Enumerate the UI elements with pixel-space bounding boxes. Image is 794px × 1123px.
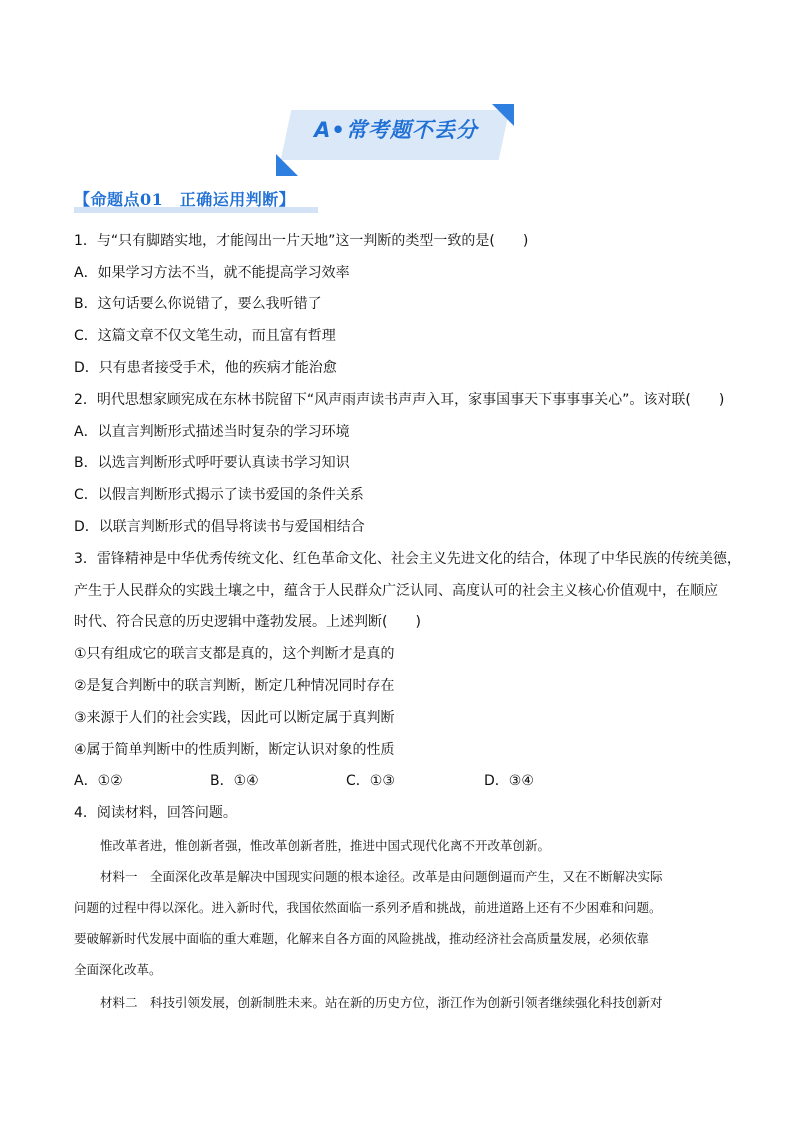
- question-2-stem: 2．明代思想家顾宪成在东林书院留下“风声雨声读书声声入耳，家事国事天下事事事关心”。该对联( ): [74, 392, 725, 408]
- question-3-statement-1: ①只有组成它的联言支都是真的，这个判断才是真的: [74, 646, 395, 662]
- question-1-option-a: A．如果学习方法不当，就不能提高学习效率: [74, 265, 350, 281]
- question-1-stem: 1．与“只有脚踏实地，才能闯出一片天地”这一判断的类型一致的是( ): [74, 233, 529, 249]
- question-3-stem-line-2: 产生于人民群众的实践土壤之中，蕴含于人民群众广泛认同、高度认可的社会主义核心价值观中，在顺应: [74, 583, 718, 599]
- material-intro: 惟改革者进，惟创新者强，惟改革创新者胜，推进中国式现代化离不开改革创新。: [100, 838, 551, 853]
- banner-title: A•常考题不丢分: [314, 118, 478, 142]
- question-3-stem-line-1: 3．雷锋精神是中华优秀传统文化、红色革命文化、社会主义先进文化的结合，体现了中华民族的传统美德，: [74, 551, 741, 567]
- question-1-option-d: D．只有患者接受手术，他的疾病才能治愈: [74, 360, 337, 376]
- question-3-statement-3: ③来源于人们的社会实践，因此可以断定属于真判断: [74, 710, 395, 726]
- question-2-option-c: C．以假言判断形式揭示了读书爱国的条件关系: [74, 487, 364, 503]
- question-3-stem-line-3: 时代、符合民意的历史逻辑中蓬勃发展。上述判断( ): [74, 614, 421, 630]
- section-heading: [74, 187, 295, 213]
- material-one-line-1: 材料一 全面深化改革是解决中国现实问题的根本途径。改革是由问题倒逼而产生，又在不断解决实际: [100, 869, 663, 884]
- question-2-option-b: B．以选言判断形式呼吁要认真读书学习知识: [74, 455, 350, 471]
- question-1-option-b: B．这句话要么你说错了，要么我听错了: [74, 296, 322, 312]
- question-1-option-c: C．这篇文章不仅文笔生动，而且富有哲理: [74, 328, 336, 344]
- material-one-line-3: 要破解新时代发展中面临的重大难题，化解来自各方面的风险挑战，推动经济社会高质量发展，必须依靠: [74, 931, 650, 946]
- material-two-line-1: 材料二 科技引领发展，创新制胜未来。站在新的历史方位，浙江作为创新引领者继续强化科技创新对: [100, 995, 663, 1010]
- section-banner: [276, 104, 516, 176]
- question-2-option-a: A．以直言判断形式描述当时复杂的学习环境: [74, 424, 350, 440]
- banner-corner-bottom-left: [276, 154, 298, 176]
- material-one-line-2: 问题的过程中得以深化。进入新时代，我国依然面临一系列矛盾和挑战，前进道路上还有不少困难和问题。: [74, 900, 662, 915]
- question-3-option-a: A．①②: [74, 773, 123, 789]
- question-3-option-d: D．③④: [484, 773, 534, 789]
- heading-text: 【命题点01 正确运用判断】: [74, 190, 296, 209]
- question-3-option-c: C．①③: [346, 773, 395, 789]
- question-3-option-b: B．①④: [210, 773, 259, 789]
- question-4-stem: 4．阅读材料，回答问题。: [74, 805, 237, 821]
- question-2-option-d: D．以联言判断形式的倡导将读书与爱国相结合: [74, 519, 365, 535]
- question-3-statement-2: ②是复合判断中的联言判断，断定几种情况同时存在: [74, 678, 395, 694]
- question-3-statement-4: ④属于简单判断中的性质判断，断定认识对象的性质: [74, 742, 395, 758]
- material-one-line-4: 全面深化改革。: [74, 962, 162, 977]
